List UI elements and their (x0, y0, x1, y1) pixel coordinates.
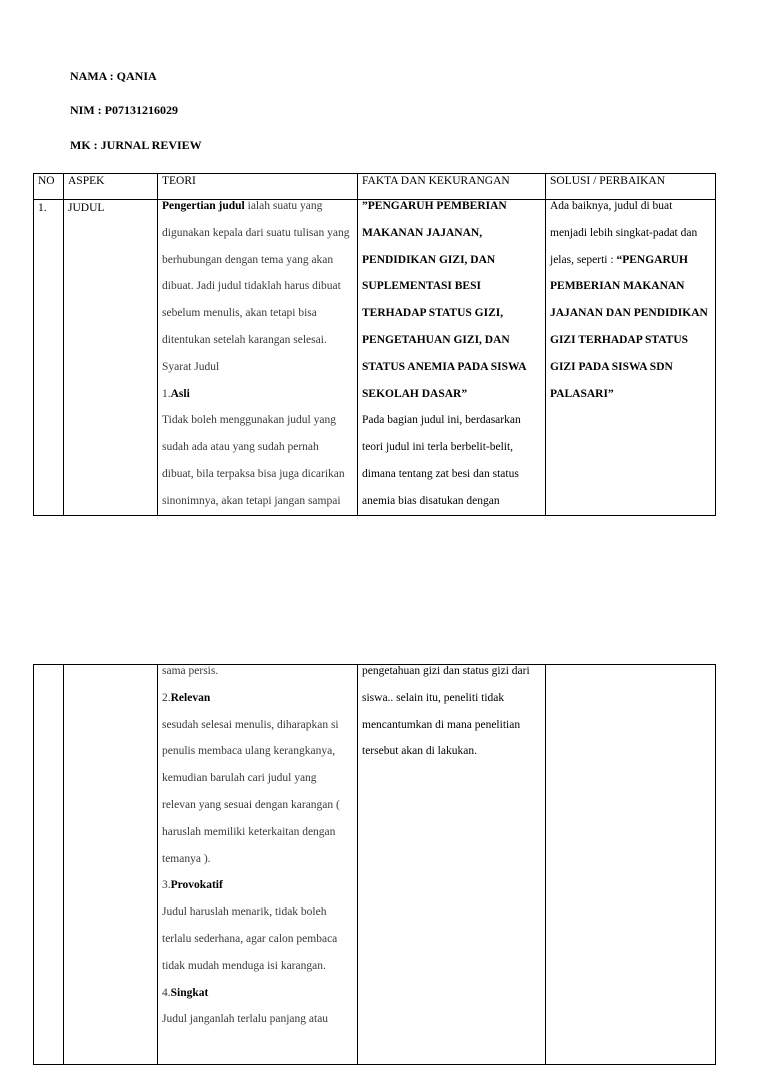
point-title-relevan: Relevan (170, 691, 211, 704)
theory-term: Pengertian judul (162, 200, 245, 212)
student-nim: NIM : P07131216029 (70, 103, 178, 117)
point-text-singkat: Judul janganlah terlalu panjang atau (162, 1013, 329, 1026)
point-title-asli: Asli (170, 387, 190, 400)
fakta-cell (358, 200, 546, 516)
point-number: 3. (162, 879, 171, 892)
fakta-text: Pada bagian judul ini, berdasarkan teori judul ini terla berbelit-belit, dimana tentang zat besi dan status anemia bias disatukan dengan (362, 414, 521, 507)
point-text-asli: Tidak boleh menggunakan judul yang sudah ada atau yang sudah pernah dibuat, bila terpaksa bisa juga dicarikan sinonimnya, akan tetapi jangan sampai (162, 414, 345, 507)
theory-cell (158, 200, 358, 516)
point-text-provokatif: Judul haruslah menarik, tidak boleh terlalu sederhana, agar calon pembaca tidak mudah menduga isi karangan. (162, 906, 338, 972)
solusi-cell-empty (546, 665, 716, 1065)
fakta-continued-text: pengetahuan gizi dan status gizi dari siswa.. selain itu, peneliti tidak mencantumkan di mana penelitian tersebut akan di lakukan. (362, 665, 530, 758)
aspect-cell: JUDUL (64, 200, 158, 516)
column-header-aspek: ASPEK (64, 174, 158, 200)
journal-title: ”PENGARUH PEMBERIAN MAKANAN JAJANAN, PENDIDIKAN GIZI, DAN SUPLEMENTASI BESI TERHADAP STATUS GIZI, PENGETAHUAN GIZI, DAN STATUS ANEMIA PADA SISWA SEKOLAH DASAR” (362, 200, 526, 400)
column-header-fakta: FAKTA DAN KEKURANGAN (358, 174, 546, 200)
row-number-empty (34, 665, 64, 1065)
point-number: 2. (162, 691, 171, 704)
syarat-heading: Syarat Judul (162, 360, 220, 373)
review-table-top (33, 173, 716, 516)
point-number: 4. (162, 986, 171, 999)
aspect-cell-empty (64, 665, 158, 1065)
column-header-no: NO (34, 174, 64, 200)
solusi-title: “PENGARUH PEMBERIAN MAKANAN JAJANAN DAN PENDIDIKAN GIZI TERHADAP STATUS GIZI PADA SISWA SDN PALASARI” (550, 253, 708, 400)
student-name: NAMA : QANIA (70, 69, 157, 83)
point-title-singkat: Singkat (170, 986, 209, 999)
column-header-teori: TEORI (158, 174, 358, 200)
table-header-row (34, 174, 716, 200)
review-table-continued (33, 664, 716, 1065)
solusi-cell (546, 200, 716, 516)
point-title-provokatif: Provokatif (170, 879, 223, 892)
point-number: 1. (162, 387, 171, 400)
theory-continued-text: sama persis. (162, 665, 219, 677)
point-text-relevan: sesudah selesai menulis, diharapkan si penulis membaca ulang kerangkanya, kemudian barulah cari judul yang relevan yang sesuai dengan karangan ( haruslah memiliki keterkaitan dengan temanya ). (162, 718, 340, 865)
course-name: MK : JURNAL REVIEW (70, 138, 202, 152)
row-number: 1. (34, 200, 64, 516)
theory-definition: ialah suatu yang digunakan kepala dari suatu tulisan yang berhubungan dengan tema yang akan dibuat. Jadi judul tidaklah harus dibuat sebelum menulis, akan tetapi bisa ditentukan setelah karangan selesai. (162, 200, 350, 346)
table-row (34, 200, 716, 516)
column-header-solusi: SOLUSI / PERBAIKAN (546, 174, 716, 200)
table-row (34, 665, 716, 1065)
fakta-cell-continued (358, 665, 546, 1065)
theory-cell-continued (158, 665, 358, 1065)
solusi-intro: Ada baiknya, judul di buat menjadi lebih singkat-padat dan jelas, seperti : (550, 200, 698, 266)
